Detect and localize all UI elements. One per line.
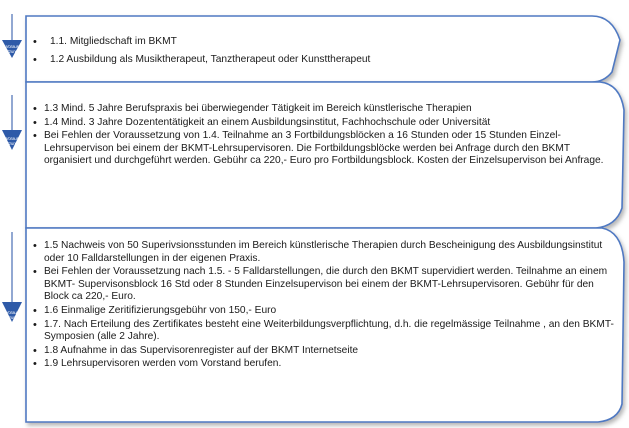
list-item: • Bei Fehlen der Voraussetzung nach 1.5. - 5 Falldarstellungen, die durch den BKMT supervidiert werden. Teilnahme an einem BKMT- Supervisonsblock 16 Std oder 8 Stunden Einzelsupervison bei einem der BKMT-Lehrsupervisoren. Gebühr für den Block ca 220,- Euro. [32, 266, 614, 304]
connector-arrows [2, 14, 22, 322]
side-label-2: Voraus- setzungen [3, 136, 23, 146]
list-item: • 1.6 Einmalige Zeritifizierungsgebühr von 150,- Euro [32, 305, 614, 318]
side-label-3: Voraus- setzungen [3, 310, 23, 320]
section-experience [32, 103, 610, 169]
list-item: • 1.3 Mind. 5 Jahre Berufspraxis bei überwiegender Tätigkeit im Bereich künstlerische Therapien [32, 103, 610, 116]
list-item: • 1.9 Lehrsupervisoren werden vom Vorstand berufen. [32, 358, 614, 371]
list-item: • 1.8 Aufnahme in das Supervisorenregister auf der BKMT Internetseite [32, 345, 614, 358]
list-item: • 1.7. Nach Erteilung des Zertifikates besteht eine Weiterbildungsverpflichtung, d.h. die regelmässige Teilnahme , an den BKMT-Symposien (alle 2 Jahre). [32, 319, 614, 344]
section-membership [32, 36, 602, 71]
list-item: • 1.5 Nachweis von 50 Superivsionsstunden im Bereich künstlerische Therapien durch Bescheinigung des Ausbildungsinstitut oder 10 Falldarstellungen in der eigenen Praxis. [32, 240, 614, 265]
list-item: • 1.2 Ausbildung als Musiktherapeut, Tanztherapeut oder Kunsttherapeut [32, 54, 602, 67]
side-label-1: Voraus- setzungen [3, 44, 23, 54]
list-item: • 1.4 Mind. 3 Jahre Dozententätigkeit an einem Ausbildungsinstitut, Fachhochschule oder Universität [32, 117, 610, 130]
list-item: • 1.1. Mitgliedschaft im BKMT [32, 36, 602, 49]
list-item: • Bei Fehlen der Voraussetzung von 1.4. Teilnahme an 3 Fortbildungsblöcken a 16 Stunden oder 15 Stunden Einzel- Lehrsupervison bei einem der BKMT-Lehrsupervisoren. Die Fortbildungsblöcke werden bei Anfrage durch den BKMT organisiert und durchgeführt werden. Gebühr ca 220,- Euro pro Fortbildungsblock. Kosten der Einzelsupervison bei Anfrage. [32, 130, 610, 168]
section-supervision [32, 240, 614, 372]
